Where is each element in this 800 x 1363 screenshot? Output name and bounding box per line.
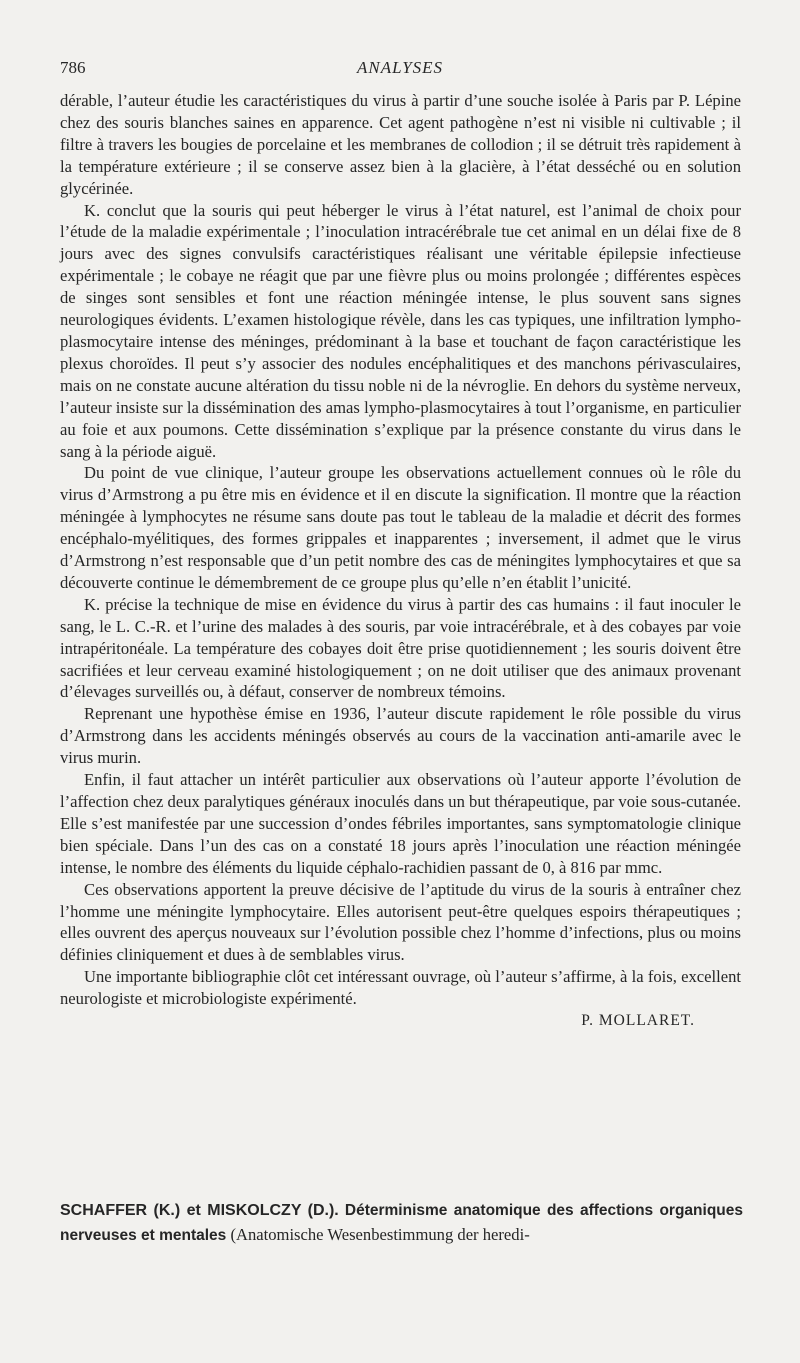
paragraph: K. conclut que la souris qui peut héberger le virus à l’état naturel, est l’animal de choix pour l’étude de la maladie expérimentale ; l’inoculation intracérébrale tue cet animal en un délai fixe de 8 jours avec des signes convulsifs caractéristiques réalisant une véritable épilepsie infectieuse expérimentale ; le cobaye ne réagit que par une fièvre plus ou moins prolongée ; différentes espèces de singes sont sensibles et font une réaction méningée intense, le plus souvent sans signes neurologiques évidents. L’examen histologique révèle, dans les cas typiques, une infiltration lympho-plasmocytaire intense des méninges, prédominant à la base et touchant de façon caractéristique les plexus choroïdes. Il peut s’y associer des nodules encéphalitiques et des manchons périvasculaires, mais on ne constate aucune altération du tissu noble ni de la névroglie. En dehors du système nerveux, l’auteur insiste sur la dissémination des amas lympho-plasmocytaires à tout l’organisme, en particulier au foie et aux poumons. Cette dissémination s’explique par la présence constante du virus dans le sang à la période aiguë. [60, 200, 741, 461]
page-number: 786 [60, 58, 86, 77]
running-title: ANALYSES [356, 58, 444, 77]
review-body [60, 90, 741, 1032]
paragraph: Du point de vue clinique, l’auteur groupe les observations actuellement connues où le rôle du virus d’Armstrong a pu être mis en évidence et il en discute la signification. Il montre que la réaction méningée à lymphocytes ne résume sans doute pas tout le tableau de la maladie et décrit des formes encéphalo-myélitiques, des formes grippales et inapparentes ; inversement, il admet que le virus d’Armstrong n’est responsable que d’un petit nombre des cas de méningites lymphocytaires et que sa découverte continue le démembrement de ce groupe plus qu’elle n’en établit l’unicité. [60, 463, 741, 592]
paragraph: Reprenant une hypothèse émise en 1936, l’auteur discute rapidement le rôle possible du virus d’Armstrong dans les accidents méningés observés au cours de la vaccination anti-amarile avec le virus murin. [60, 704, 741, 768]
review-authors: SCHAFFER (K.) et MISKOLCZY (D.). [60, 1202, 339, 1219]
review-title-continuation: (Anatomische Wesenbestimmung der heredi- [230, 1225, 530, 1244]
page-header [60, 58, 740, 84]
review-title: Déterminisme anatomique des affections organiques nerveuses et mentales [60, 1202, 744, 1244]
paragraph: Enfin, il faut attacher un intérêt particulier aux observations où l’auteur apporte l’évolution de l’affection chez deux paralytiques généraux inoculés dans un but thérapeutique, par voie sous-cutanée. Elle s’est manifestée par une succession d’ondes fébriles importantes, sans symptomatologie clinique bien spéciale. Dans l’un des cas on a constaté 18 jours après l’inoculation une réaction méningée intense, le nombre des éléments du liquide céphalo-rachidien passant de 0, à 816 par mmc. [60, 770, 741, 877]
reviewer-signature: P. MOLLARET. [581, 1012, 695, 1030]
next-review-entry [60, 1198, 743, 1248]
paragraph: K. précise la technique de mise en évidence du virus à partir des cas humains : il faut inoculer le sang, le L. C.-R. et l’urine des malades à des souris, par voie intracérébrale, et à des cobayes par voie intrapéritonéale. La température des cobayes doit être prise quotidiennement ; les souris doivent être sacrifiées et leur cerveau examiné histologiquement ; on ne doit utiliser que des animaux provenant d’élevages surveillés ou, à défaut, conserver de nombreux témoins. [60, 594, 741, 702]
paragraph: Une importante bibliographie clôt cet intéressant ouvrage, où l’auteur s’affirme, à la fois, excellent neurologiste et microbiologiste expérimenté. [60, 967, 741, 1009]
paragraph: Ces observations apportent la preuve décisive de l’aptitude du virus de la souris à entraîner chez l’homme une méningite lymphocytaire. Elles autorisent peut-être quelques espoirs thérapeutiques ; elles ouvrent des aperçus nouveaux sur l’évolution possible chez l’homme d’infections, plus ou moins définies cliniquement et dues à de semblables virus. [60, 879, 741, 965]
paragraph: dérable, l’auteur étudie les caractéristiques du virus à partir d’une souche isolée à Paris par P. Lépine chez des souris blanches saines en apparence. Cet agent pathogène n’est ni visible ni cultivable ; il filtre à travers les bougies de porcelaine et les membranes de collodion ; il se détruit très rapidement à la température extérieure ; il se conserve assez bien à la glacière, à l’état desséché ou en solution glycérinée. [60, 91, 741, 198]
review-heading [60, 1198, 743, 1248]
